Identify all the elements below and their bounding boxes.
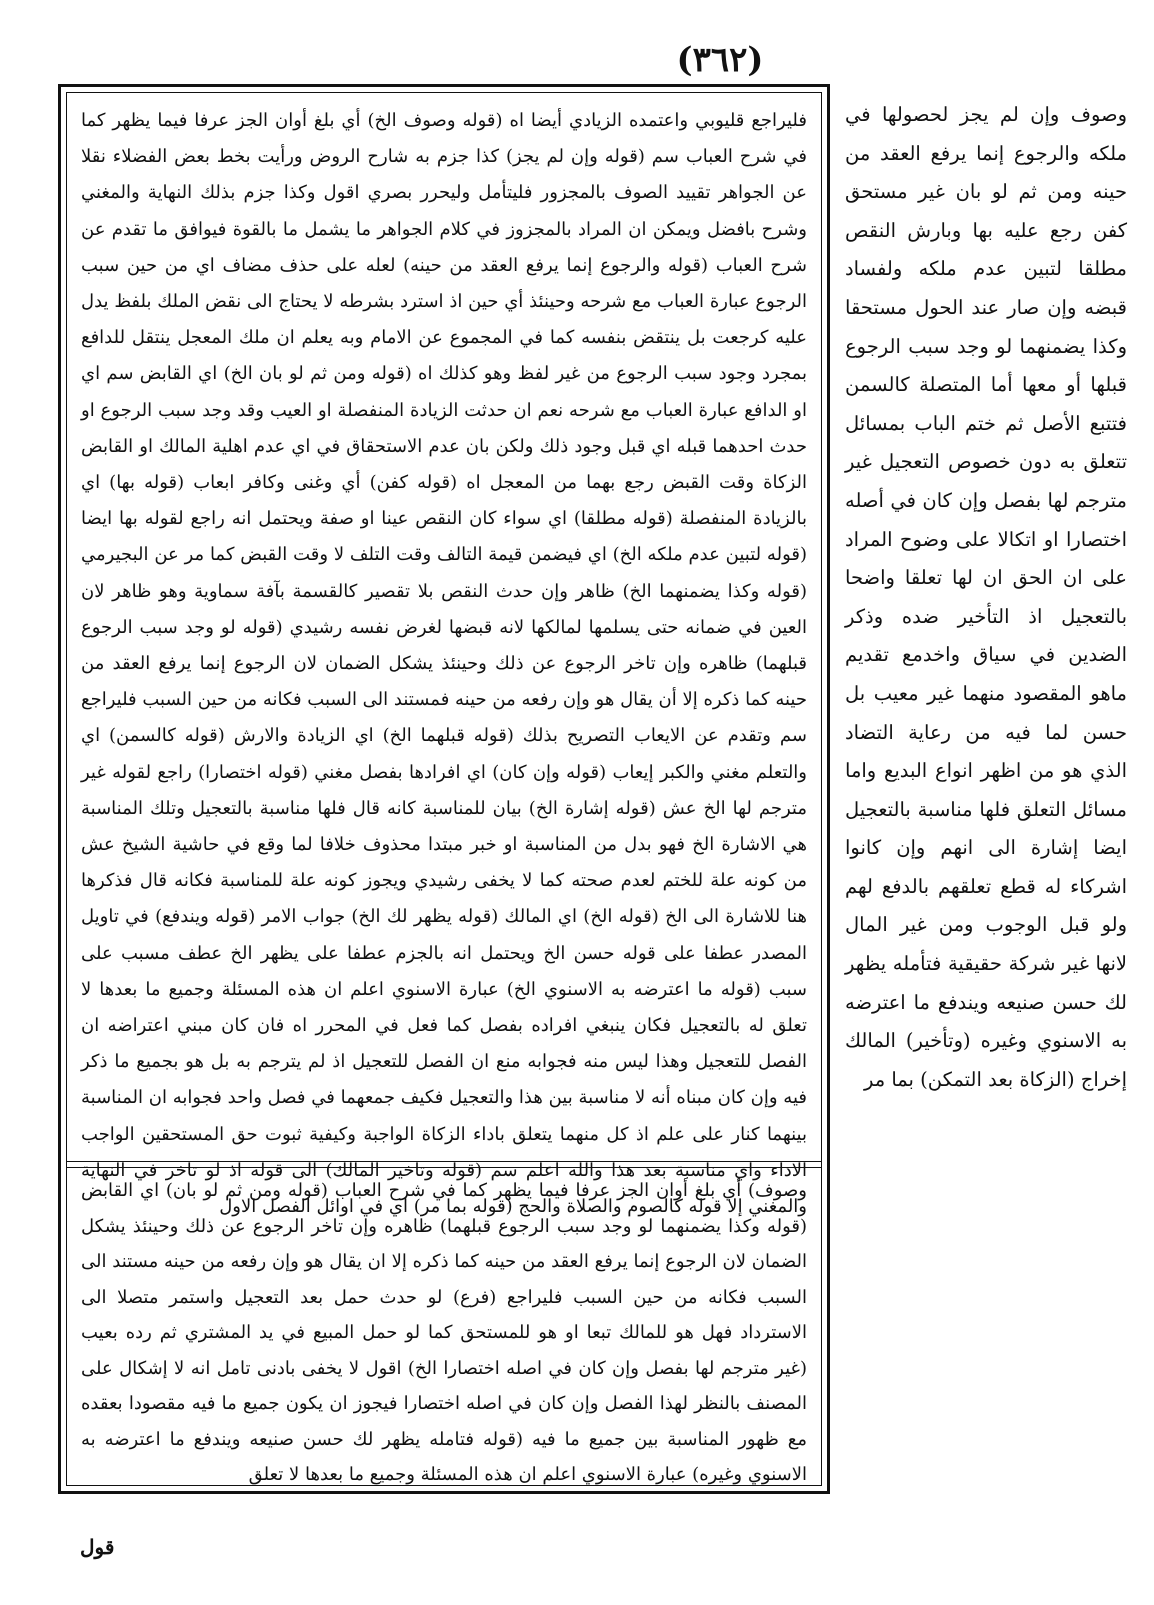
section-divider-secondary	[67, 1167, 821, 1168]
commentary-frame-inner	[66, 92, 822, 1486]
catchword: قول	[80, 1535, 115, 1559]
commentary-frame	[58, 84, 830, 1494]
main-text-column: وصوف وإن لم يجز لحصولها في ملكه والرجوع إنما يرفع العقد من حينه ومن ثم لو بان غير مستحق كفن رجع عليه بها وبارش النقص مطلقا لتبين عدم ملكه ولفساد قبضه وإن صار عند الحول مستحقا وكذا يضمنهما لو وجد سبب الرجوع قبلها أو معها أما المتصلة كالسمن فتتبع الأصل ثم ختم الباب بمسائل تتعلق به دون خصوص التعجيل غير مترجم لها بفصل وإن كان في أصله اختصارا او اتكالا على وضوح المراد على ان الحق ان لها تعلقا واضحا بالتعجيل اذ التأخير ضده وذكر الضدين في سياق واخدمع تقديم ماهو المقصود منهما غير معيب بل حسن لما فيه من رعاية التضاد الذي هو من اظهر انواع البديع واما مسائل التعلق فلها مناسبة بالتعجيل ايضا إشارة الى انهم وإن كانوا اشركاء له قطع تعلقهم بالدفع لهم ولو قبل الوجوب ومن غير المال لانها غير شركة حقيقية فتأمله يظهر لك حسن صنيعه ويندفع ما اعترضه به الاسنوي وغيره (وتأخير) المالك إخراج (الزكاة بعد التمكن) بما مر	[845, 103, 1127, 1091]
upper-commentary: فليراجع قليوبي واعتمده الزيادي أيضا اه (قوله وصوف الخ) أي بلغ أوان الجز عرفا فيما يظهر كما في شرح العباب سم (قوله وإن لم يجز) كذا جزم به شارح الروض ورأيت بخط بعض الفضلاء نقلا عن الجواهر تقييد الصوف بالمجزور فليتأمل وليحرر بصري اقول وكذا جزم بذلك النهاية والمغني وشرح بافضل ويمكن ان المراد بالمجزوز في كلام الجواهر ما يشمل ما بالقوة فيوافق ما تقدم عن شرح العباب (قوله والرجوع إنما يرفع العقد من حينه) لعله على حذف مضاف اي من حين سبب الرجوع عبارة العباب مع شرحه وحينئذ أي حين اذ استرد بشرطه لا يحتاج الى نقض الملك بلفظ يدل عليه كرجعت بل ينتقض بنفسه كما في المجموع عن الامام وبه يعلم ان ملك المعجل ينتقل للدافع بمجرد وجود سبب الرجوع من غير لفظ وهو كذلك اه (قوله ومن ثم لو بان الخ) اي القابض سم اي او الدافع عبارة العباب مع شرحه نعم ان حدثت الزيادة المنفصلة او العيب وقد وجد سبب الرجوع او حدث احدهما قبله اي قبل وجود ذلك ولكن بان عدم الاستحقاق في اي عدم اهلية المالك او القابض الزكاة وقت القبض رجع بهما من المعجل اه (قوله كفن) أي وغنى وكافر ابعاب (قوله بها) اي بالزيادة المنفصلة (قوله مطلقا) اي سواء كان النقص عينا او صفة ويحتمل انه راجع لقوله بها ايضا (قوله لتبين عدم ملكه الخ) اي فيضمن قيمة التالف وقت التلف لا وقت القبض كما مر عن البجيرمي (قوله وكذا يضمنهما الخ) ظاهر وإن حدث النقص بلا تقصير كالقسمة بآفة سماوية وهو ظاهر لان العين في ضمانه حتى يسلمها لمالكها لانه قبضها لغرض نفسه رشيدي (قوله لو وجد سبب الرجوع قبلهما) ظاهره وإن تاخر الرجوع عن ذلك وحينئذ يشكل الضمان لان الرجوع إنما يرفع العقد من حينه كما ذكره إلا أن يقال هو وإن رفعه من حينه فمستند الى السبب فكانه من حين السبب فليراجع سم وتقدم عن الايعاب التصريح بذلك (قوله قبلهما الخ) اي الزيادة والارش (قوله كالسمن) اي والتعلم مغني والكبر إيعاب (قوله وإن كان) اي افرادها بفصل مغني (قوله اختصارا) راجع لقوله غير مترجم لها الخ عش (قوله إشارة الخ) بيان للمناسبة كانه قال فلها مناسبة بالتعجيل وتلك المناسبة هي الاشارة الخ فهو بدل من المناسبة او خبر مبتدا محذوف خلافا لما وقع في حاشية الشيخ عش من كونه علة للختم لعدم صحته كما لا يخفى رشيدي ويجوز كونه علة للمناسبة فكانه قال فذكرها هنا للاشارة الى الخ (قوله الخ) اي المالك (قوله يظهر لك الخ) جواب الامر (قوله ويندفع) في تاويل المصدر عطفا على قوله حسن الخ ويحتمل انه بالجزم عطفا على يظهر الخ عطف مسبب على سبب (قوله ما اعترضه به الاسنوي الخ) عبارة الاسنوي اعلم ان هذه المسئلة وجميع ما بعدها لا تعلق له بالتعجيل فكان ينبغي افراده بفصل كما فعل في المحرر اه فان كان مبني اعتراضه ان الفصل للتعجيل وهذا ليس منه فجوابه منع ان الفصل للتعجيل اذ لم يترجم به بل هو بجميع ما ذكر فيه وإن كان مبناه أنه لا مناسبة بين هذا والتعجيل فكيف جمعهما في فصل واحد فجوابه ان المناسبة بينهما كنار على علم اذ كل منهما يتعلق باداء الزكاة الواجبة وكيفية ثبوت حق المستحقين الواجب الاداء واي مناسبة بعد هذا والله اعلم سم (قوله وتاخير المالك) الى قوله اذ لو تاخر في النهاية والمغني إلا قوله كالصوم والصلاة والحج (قوله بما مر) اي في اوائل الفصل الاول	[81, 110, 807, 1218]
page-number: (٣٦٢)	[676, 40, 764, 80]
lower-commentary: وصوف) أي بلغ أوان الجز عرفا فيما يظهر كما في شرح العباب (قوله ومن ثم لو بان) اي القابض (قوله وكذا يضمنهما لو وجد سبب الرجوع قبلهما) ظاهره وإن تاخر الرجوع عن ذلك وحينئذ يشكل الضمان لان الرجوع إنما يرفع العقد من حينه كما ذكره إلا ان يقال هو وإن رفعه من حينه مستند الى السبب فكانه من حين السبب فليراجع (فرع) لو حدث حمل بعد التعجيل واستمر متصلا الى الاسترداد فهل هو للمالك تبعا او هو للمستحق كما لو حمل المبيع في يد المشتري ثم رده بعيب (غير مترجم لها بفصل وإن كان في اصله اختصارا الخ) اقول لا يخفى بادنى تامل انه لا إشكال على المصنف بالنظر لهذا الفصل وإن كان في اصله اختصارا فيجوز ان يكون جميع ما فيه مقصودا بعقده مع ظهور المناسبة بين جميع ما فيه (قوله فتامله يظهر لك حسن صنيعه ويندفع ما اعترضه به الاسنوي وغيره) عبارة الاسنوي اعلم ان هذه المسئلة وجميع ما بعدها لا تعلق	[81, 1180, 807, 1485]
section-divider	[67, 1161, 821, 1162]
